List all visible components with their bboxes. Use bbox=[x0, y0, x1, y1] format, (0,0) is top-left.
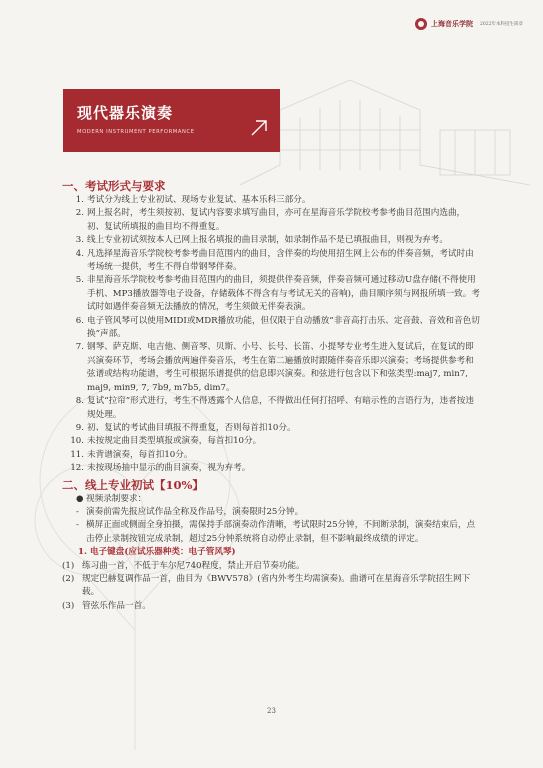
arrow-up-right-icon bbox=[250, 119, 268, 137]
list-item: 12. 未按现场抽中显示的曲目演奏，视为弃考。 bbox=[70, 463, 251, 474]
repertoire-item: (1) 练习曲一首，不低于车尔尼740程度，禁止开启节奏功能。 bbox=[62, 560, 305, 571]
requirement-item: - 横屏正面或侧面全身拍摄，需保持手部演奏动作清晰，考试限时25分钟，不间断录制，演奏结束后，点击停止录制按钮完成录制，超过25分钟系统将自动停止录制，但不影响最终成绩的评定。 bbox=[76, 520, 476, 544]
building-sketch-illustration bbox=[240, 70, 530, 190]
bullet-icon: ● bbox=[76, 493, 84, 504]
header-subtitle: 2022年本科招生简章 bbox=[480, 22, 523, 27]
list-item: 2. 网上报名时，考生须按初、复试内容要求填写曲目，亦可在星海音乐学院校考参考曲目范围内选曲，初、复试所填报的曲目均不得重复。 bbox=[75, 208, 466, 232]
banner-subtitle: MODERN INSTRUMENT PERFORMANCE bbox=[77, 129, 195, 135]
banner-title: 现代器乐演奏 bbox=[77, 104, 174, 122]
exam-rules-list bbox=[62, 194, 480, 476]
requirement-item: - 演奏前需先报应试作品全称及作品号，演奏限时25分钟。 bbox=[76, 506, 304, 517]
section-heading-online-prelim: 二、线上专业初试【10%】 bbox=[62, 477, 204, 492]
list-item: 9. 初、复试的考试曲目填报不得重复，否则每首扣10分。 bbox=[75, 422, 296, 433]
list-item: 4. 凡选择星海音乐学院校考参考曲目范围内的曲目，含伴奏的均使用招生网上公布的伴奏音频，考试时由考场统一提供，考生不得自带钢琴伴奏。 bbox=[75, 248, 474, 273]
list-item: 10. 未按规定曲目类型填报或演奏，每首扣10分。 bbox=[70, 436, 262, 447]
section-heading-exam-format: 一、考试形式与要求 bbox=[62, 179, 166, 193]
list-item: 1. 考试分为线上专业初试、现场专业复试、基本乐科三部分。 bbox=[75, 195, 311, 205]
video-requirements-bullet: ● 视频录制要求： bbox=[76, 493, 480, 506]
repertoire-item: (2) 规定巴赫复调作品一首，曲目为《BWV578》(省内外考生均需演奏)。曲谱可在星海音乐学院招生网下载。 bbox=[62, 573, 471, 598]
list-item: 7. 钢琴、萨克斯、电吉他、侧音琴、贝斯、小号、长号、长笛、小提琴专业考生进入复试后，在复试的即兴演奏环节，考场会播放两遍伴奏音乐，考生在第二遍播放时跟随伴奏音乐即兴演奏；考场提供参考和弦谱或结构功能谱，考生可根据乐谱提供的信息即兴演奏。和弦进行包含以下和弦类型:maj7, min7, maj9, min9, 7, 7b9, m7b5, dim7。 bbox=[75, 342, 474, 393]
school-name: 上海音乐学院 bbox=[431, 19, 474, 28]
subheading-electronic-keyboard: 1. 电子键盘(应试乐器种类：电子管风琴) bbox=[78, 547, 236, 558]
list-item: 11. 未背谱演奏，每首扣10分。 bbox=[70, 449, 193, 460]
list-item: 6. 电子管风琴可以使用MIDI或MDR播放功能，但仅限于自动播放“非音高打击乐、定音鼓、音效和音色切换”声部。 bbox=[75, 315, 480, 340]
page-header bbox=[415, 18, 523, 30]
list-item: 3. 线上专业初试须按本人已网上报名填报的曲目录制，如录制作品不是已填报曲目，则视为弃考。 bbox=[75, 235, 448, 246]
page-number: 23 bbox=[267, 707, 276, 715]
list-item: 8. 复试“拉帘”形式进行，考生不得透露个人信息，不得做出任何打招呼、有暗示性的言语行为，违者按违规处理。 bbox=[75, 396, 474, 420]
repertoire-item: (3) 管弦乐作品一首。 bbox=[62, 600, 151, 611]
school-logo-icon bbox=[415, 18, 427, 30]
section-banner bbox=[63, 89, 280, 152]
list-item: 5. 非星海音乐学院校考参考曲目范围内的曲目，须提供伴奏音频，伴奏音频可通过移动U盘存储(不得使用手机、MP3播放器等电子设备，存储载体不得含有与考试无关的音响)，曲目顺序须与网报所填一致。考试时如遇伴奏音频无法播放的情况，考生须做无伴奏表演。 bbox=[75, 275, 480, 313]
main-content bbox=[62, 178, 480, 613]
